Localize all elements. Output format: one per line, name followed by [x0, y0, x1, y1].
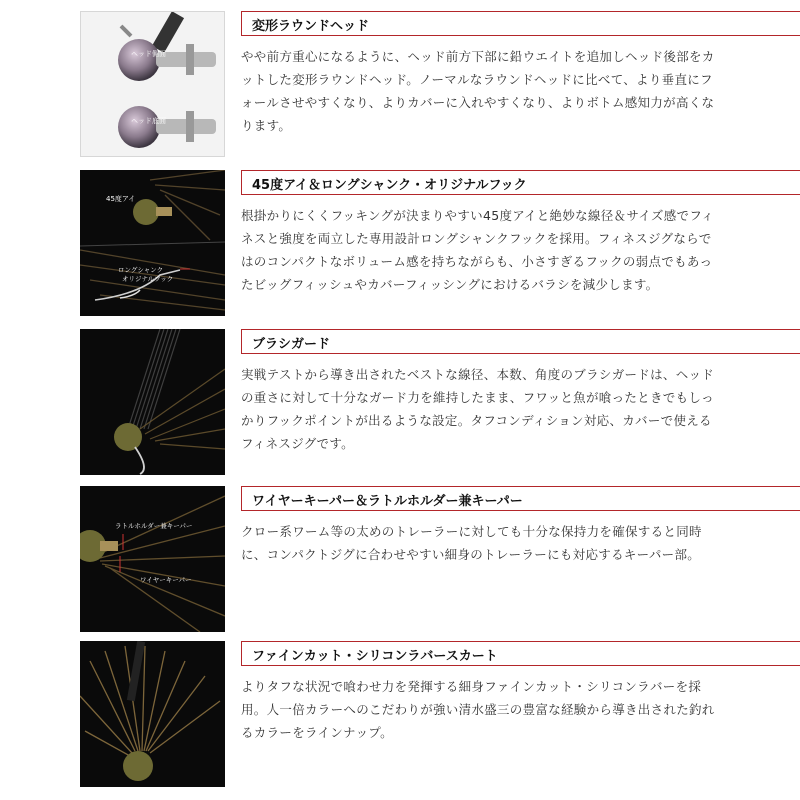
- feature-description: 実戦テストから導き出されたベストな線径、本数、角度のブラシガードは、ヘッドの重さに対して十分なガード力を維持したまま、フワッと魚が喰ったときでもしっかりフックポイントが出るような設定。タフコンディション対応、カバーで使えるフィネスジグです。: [241, 367, 715, 451]
- feature-description: よりタフな状況で喰わせ力を発揮する細身ファインカット・シリコンラバーを採用。人一倍カラーへのこだわりが強い清水盛三の豊富な経験から導き出された釣れるカラーをラインナップ。: [241, 679, 715, 740]
- hook-image: [80, 170, 225, 316]
- image-label: ヘッド側面: [131, 50, 166, 58]
- feature-title: ワイヤーキーパー＆ラトルホルダー兼キーパー: [241, 486, 800, 511]
- image-label: 45度アイ: [106, 195, 136, 203]
- feature-title: ブラシガード: [241, 329, 800, 354]
- image-label: ラトルホルダー兼キーパー: [115, 522, 193, 530]
- image-label: ロングシャンク: [118, 266, 164, 274]
- feature-title: 45度アイ＆ロングシャンク・オリジナルフック: [241, 170, 800, 195]
- image-label: オリジナルフック: [122, 275, 174, 283]
- keeper-closeup-photo: [80, 486, 225, 632]
- skirt-image: [80, 641, 225, 787]
- feature-description: クロー系ワーム等の太めのトレーラーに対しても十分な保持力を確保すると同時に、コンパクトジグに合わせやすい細身のトレーラーにも対応するキーパー部。: [241, 524, 702, 562]
- brush-guard-image: [80, 329, 225, 475]
- hook-closeup-photo: [80, 170, 225, 316]
- feature-title: ファインカット・シリコンラバースカート: [241, 641, 800, 666]
- brush-guard-photo: [80, 329, 225, 475]
- image-label: ヘッド底面: [131, 117, 166, 125]
- round-head-image: [80, 11, 225, 157]
- keeper-image: [80, 486, 225, 632]
- feature-description: 根掛かりにくくフッキングが決まりやすい45度アイと絶妙な線径＆サイズ感でフィネスと強度を両立した専用設計ロングシャンクフックを採用。フィネスジグならではのコンパクトなボリューム感を持ちながらも、小さすぎるフックの弱点でもあったビッグフィッシュやカバーフィッシングにおけるバラシを減少します。: [241, 208, 714, 292]
- feature-title: 変形ラウンドヘッド: [241, 11, 800, 36]
- image-label: ワイヤーキーパー: [140, 576, 192, 584]
- rubber-skirt-photo: [80, 641, 225, 787]
- jig-head-illustration: [81, 12, 225, 157]
- feature-description: やや前方重心になるように、ヘッド前方下部に鉛ウエイトを追加しヘッド後部をカットした変形ラウンドヘッド。ノーマルなラウンドヘッドに比べて、より垂直にフォールさせやすくなり、よりカバーに入れやすくなり、よりボトム感知力が高くなります。: [241, 49, 715, 133]
